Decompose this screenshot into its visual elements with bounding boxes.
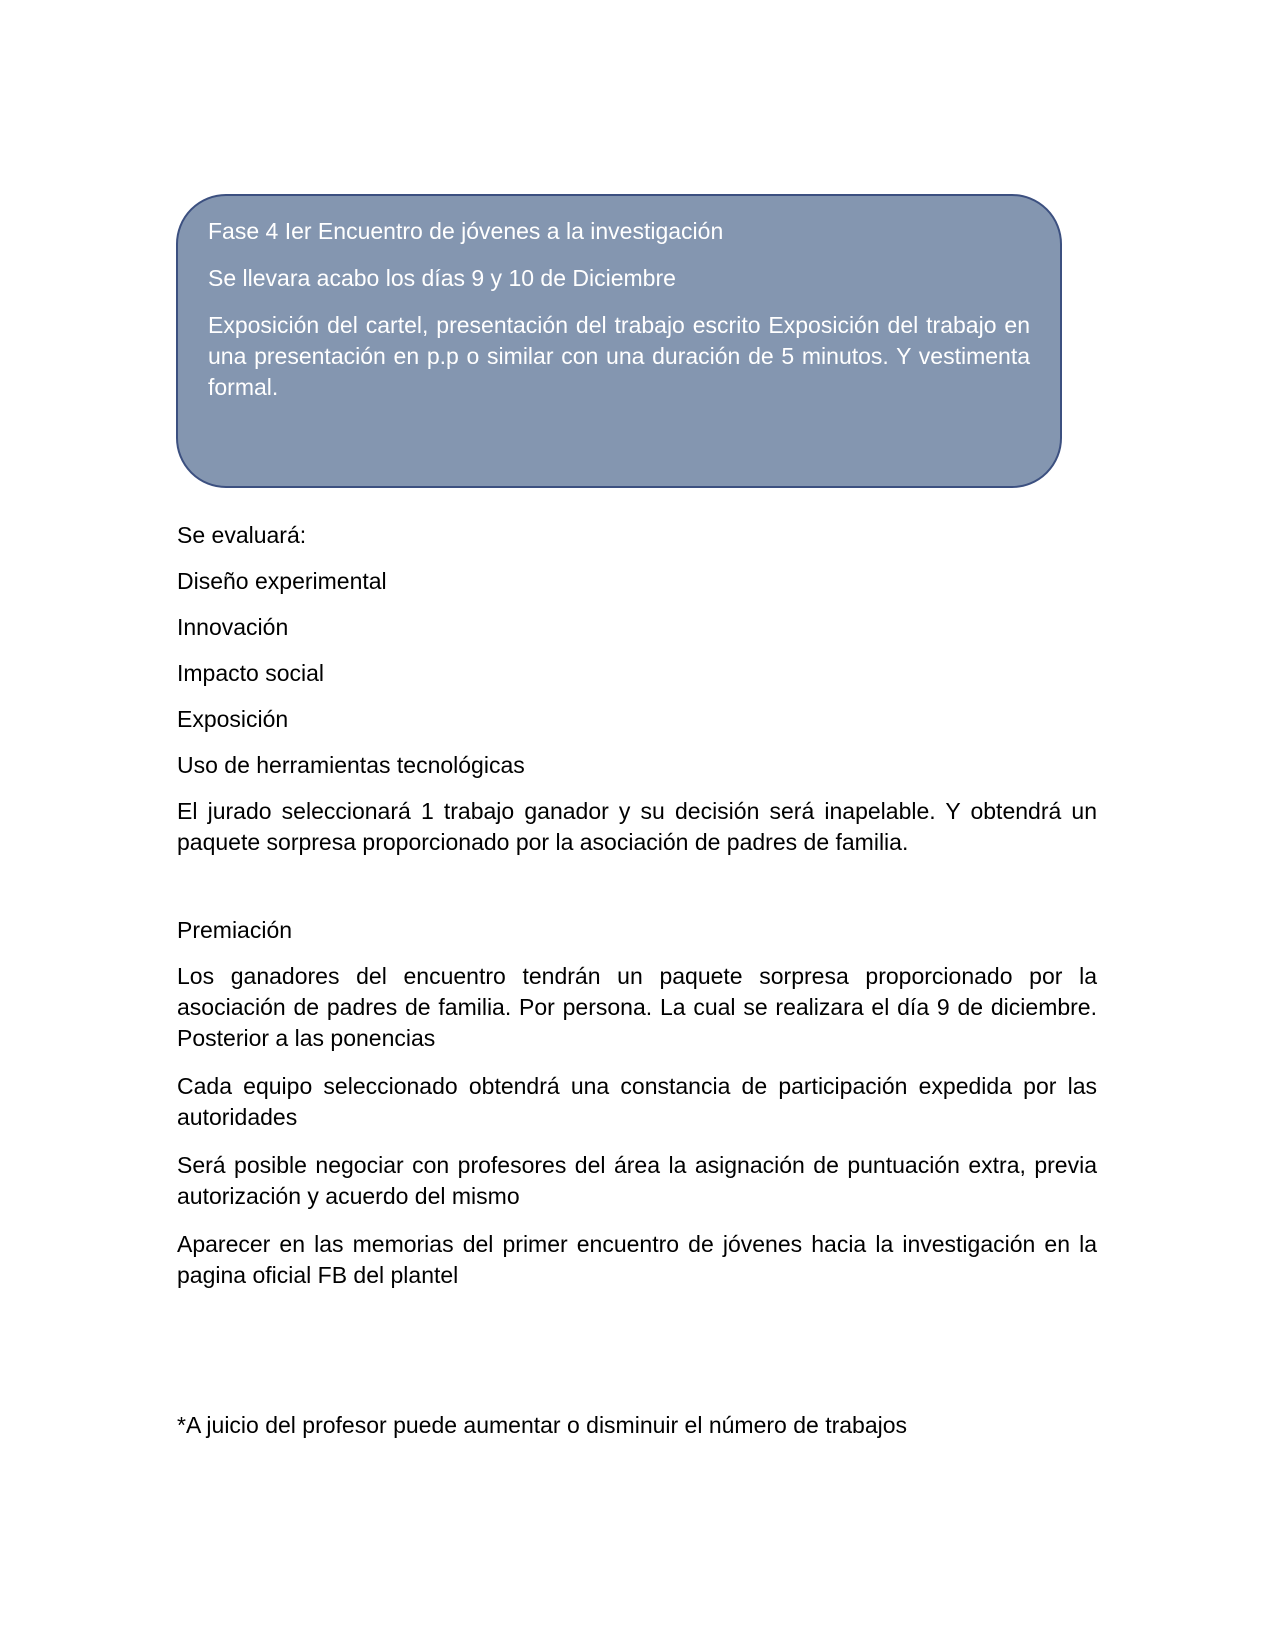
- evaluation-heading: Se evaluará:: [177, 522, 307, 548]
- footnote: *A juicio del profesor puede aumentar o disminuir el número de trabajos: [177, 1412, 908, 1438]
- awards-paragraph: Será posible negociar con profesores del área la asignación de puntuación extra, previa autorización y acuerdo del mismo: [177, 1152, 1097, 1209]
- criteria-item: Diseño experimental: [177, 568, 387, 594]
- callout-description: Exposición del cartel, presentación del trabajo escrito Exposición del trabajo en una presentación en p.p o similar con una duración de 5 minutos. Y vestimenta formal.: [208, 312, 1030, 400]
- awards-paragraph: Aparecer en las memorias del primer encuentro de jóvenes hacia la investigación en la pagina oficial FB del plantel: [177, 1231, 1097, 1288]
- criteria-item: Uso de herramientas tecnológicas: [177, 752, 525, 778]
- criteria-item: Exposición: [177, 706, 289, 732]
- criteria-item: Innovación: [177, 614, 289, 640]
- awards-paragraph: Cada equipo seleccionado obtendrá una constancia de participación expedida por las autoridades: [177, 1073, 1097, 1130]
- criteria-item: Impacto social: [177, 660, 325, 686]
- callout-dates: Se llevara acabo los días 9 y 10 de Diciembre: [208, 265, 676, 291]
- callout-title: Fase 4 Ier Encuentro de jóvenes a la investigación: [208, 218, 724, 244]
- awards-paragraph: Los ganadores del encuentro tendrán un paquete sorpresa proporcionado por la asociación de padres de familia. Por persona. La cual se realizara el día 9 de diciembre. Posterior a las ponencias: [177, 963, 1097, 1051]
- jury-note: El jurado seleccionará 1 trabajo ganador y su decisión será inapelable. Y obtendrá un paquete sorpresa proporcionado por la asociación de padres de familia.: [177, 798, 1097, 855]
- evaluation-section: [177, 520, 1097, 551]
- awards-heading: Premiación: [177, 917, 293, 943]
- phase-callout-box: [176, 194, 1062, 488]
